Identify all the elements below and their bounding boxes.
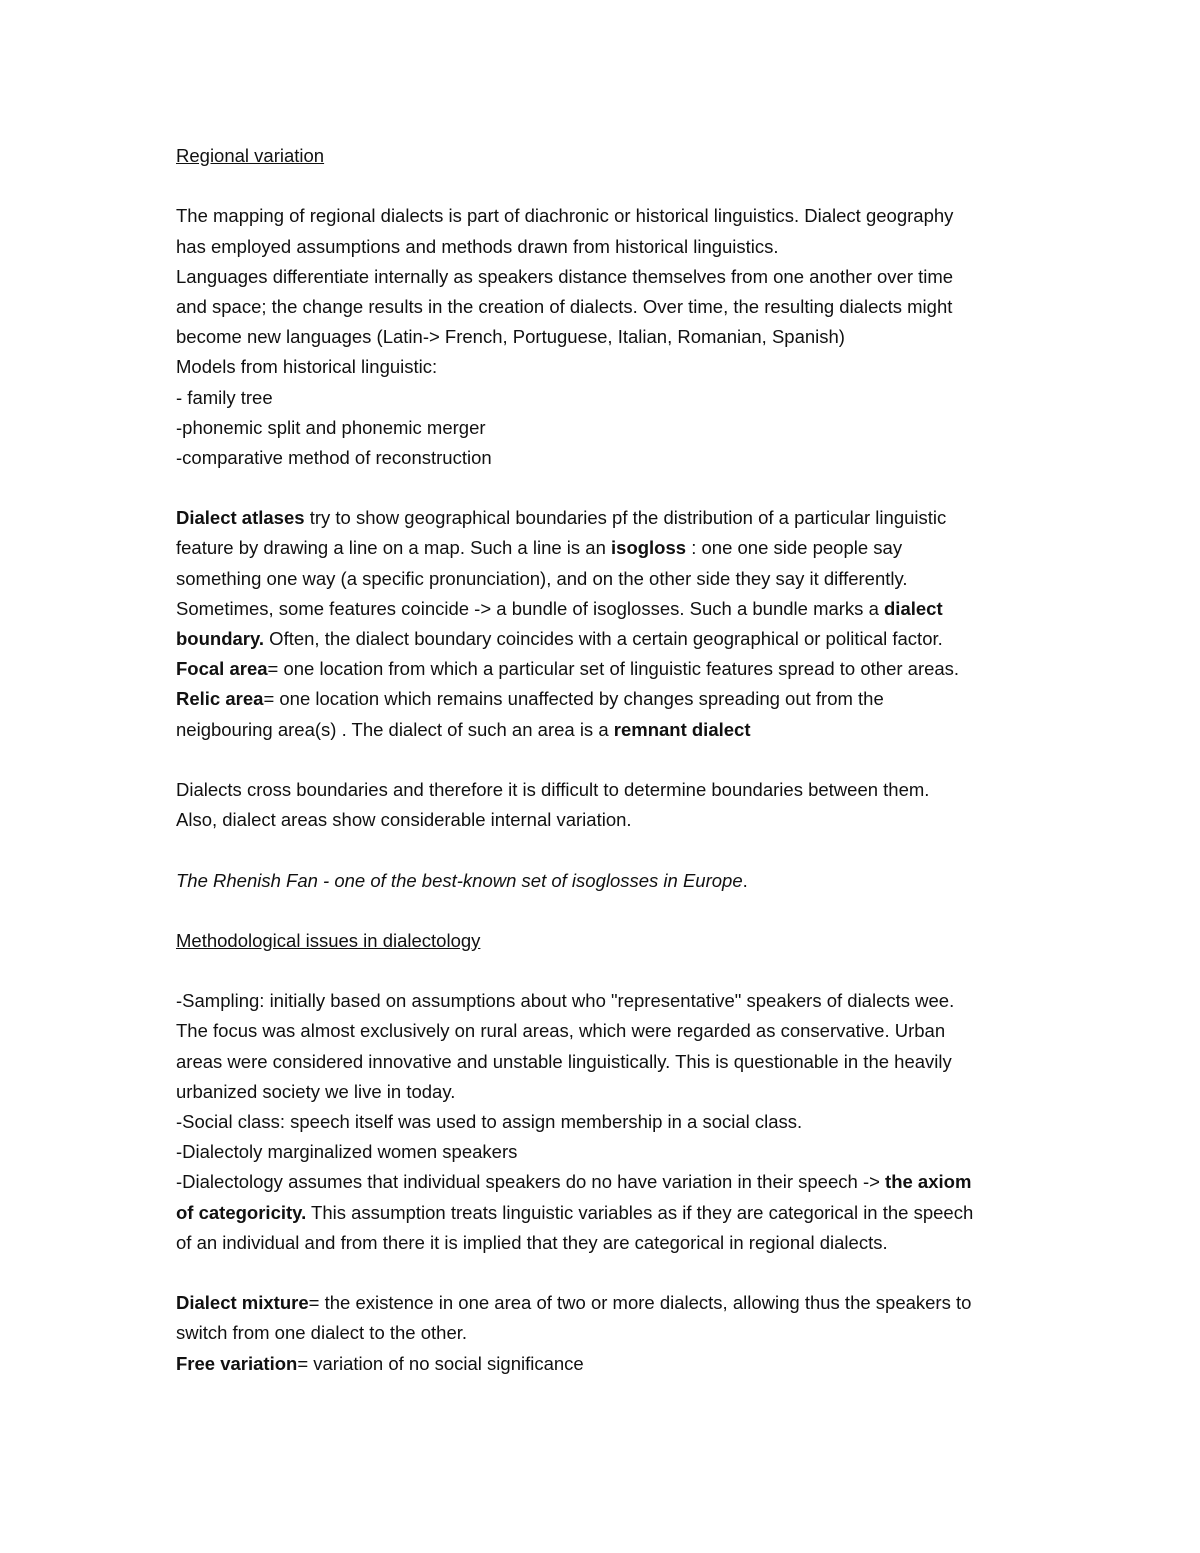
- paragraph-line: become new languages (Latin-> French, Portuguese, Italian, Romanian, Spanish): [176, 326, 845, 348]
- atlas-line: [176, 684, 1036, 714]
- term-boundary: boundary.: [176, 628, 265, 649]
- term-of-categoricity: of categoricity.: [176, 1201, 307, 1223]
- document-body: [176, 141, 1036, 1379]
- paragraph-line: has employed assumptions and methods drawn from historical linguistics.: [176, 235, 779, 257]
- paragraph-line: [176, 1349, 1036, 1379]
- blank-line: [176, 171, 1036, 201]
- list-item: -phonemic split and phonemic merger: [176, 416, 486, 438]
- blank-line: [176, 835, 1036, 865]
- rhenish-fan-caption: The Rhenish Fan - one of the best-known set of isoglosses in Europe: [176, 869, 743, 891]
- term-dialect: dialect: [884, 597, 943, 619]
- text-run: Often, the dialect boundary coincides with a certain geographical or political factor.: [264, 628, 943, 649]
- term-focal-area: Focal area: [176, 658, 268, 680]
- paragraph-line: Dialects cross boundaries and therefore it is difficult to determine boundaries between them.: [176, 778, 930, 800]
- term-the-axiom: the axiom: [885, 1171, 972, 1193]
- text-run: feature by drawing a line on a map. Such a line is an: [176, 537, 612, 559]
- atlas-line: [176, 594, 1036, 624]
- text-run: neigbouring area(s) . The dialect of such an area is a: [176, 718, 614, 740]
- list-item: -comparative method of reconstruction: [176, 446, 492, 468]
- paragraph-line: urbanized society we live in today.: [176, 1080, 456, 1102]
- paragraph-line: -Sampling: initially based on assumptions about who "representative" speakers of dialects wee.: [176, 990, 955, 1012]
- term-free-variation: Free variation: [176, 1352, 298, 1374]
- paragraph-line: areas were considered innovative and unstable linguistically. This is questionable in the heavily: [176, 1050, 952, 1072]
- paragraph-line: Also, dialect areas show considerable internal variation.: [176, 809, 632, 831]
- text-run: try to show geographical boundaries pf the distribution of a particular linguistic: [304, 507, 947, 529]
- atlas-line: [176, 533, 1036, 563]
- paragraph-line: -Social class: speech itself was used to assign membership in a social class.: [176, 1111, 803, 1132]
- paragraph-line: -Dialectoly marginalized women speakers: [176, 1141, 518, 1163]
- models-title: Models from historical linguistic:: [176, 356, 438, 378]
- text-run: -Dialectology assumes that individual speakers do no have variation in their speech ->: [176, 1171, 886, 1193]
- paragraph-line: The mapping of regional dialects is part of diachronic or historical linguistics. Dialect geography: [176, 205, 954, 227]
- term-dialect-atlases: Dialect atlases: [176, 507, 305, 529]
- rhenish-fan-line: [176, 866, 1036, 896]
- paragraph-line: [176, 1167, 1036, 1197]
- atlas-line: [176, 654, 1036, 684]
- paragraph-line: Languages differentiate internally as speakers distance themselves from one another over time: [176, 265, 954, 287]
- atlas-line: [176, 624, 1036, 654]
- text-run: = one location which remains unaffected by changes spreading out from the: [263, 688, 884, 710]
- atlas-line: [176, 503, 1036, 533]
- paragraph-line: and space; the change results in the creation of dialects. Over time, the resulting dialects might: [176, 295, 953, 317]
- blank-line: [176, 956, 1036, 986]
- term-relic-area: Relic area: [176, 688, 264, 710]
- text-run: = the existence in one area of two or more dialects, allowing thus the speakers to: [308, 1292, 972, 1314]
- blank-line: [176, 473, 1036, 503]
- text-run: .: [742, 869, 748, 891]
- atlas-line: something one way (a specific pronunciation), and on the other side they say it differently.: [176, 567, 908, 589]
- text-run: This assumption treats linguistic variables as if they are categorical in the speech: [306, 1201, 974, 1223]
- text-run: Sometimes, some features coincide -> a bundle of isoglosses. Such a bundle marks a: [176, 597, 884, 619]
- heading-methodological-issues: Methodological issues in dialectology: [176, 929, 481, 951]
- blank-line: [176, 896, 1036, 926]
- paragraph-line: The focus was almost exclusively on rural areas, which were regarded as conservative. Urban: [176, 1020, 946, 1042]
- term-remnant-dialect: remnant dialect: [613, 718, 751, 740]
- paragraph-line: switch from one dialect to the other.: [176, 1322, 468, 1344]
- paragraph-line: of an individual and from there it is implied that they are categorical in regional dialects.: [176, 1231, 888, 1253]
- paragraph-line: [176, 1198, 1036, 1228]
- text-run: = variation of no social significance: [297, 1352, 584, 1374]
- list-item: - family tree: [176, 386, 273, 408]
- atlas-line: [176, 715, 1036, 745]
- heading-regional-variation: Regional variation: [176, 145, 325, 166]
- text-run: : one one side people say: [686, 537, 903, 559]
- paragraph-line: [176, 1288, 1036, 1318]
- blank-line: [176, 1258, 1036, 1288]
- term-dialect-mixture: Dialect mixture: [176, 1292, 309, 1314]
- blank-line: [176, 745, 1036, 775]
- text-run: = one location from which a particular set of linguistic features spread to other areas.: [267, 658, 960, 680]
- term-isogloss: isogloss: [611, 537, 687, 559]
